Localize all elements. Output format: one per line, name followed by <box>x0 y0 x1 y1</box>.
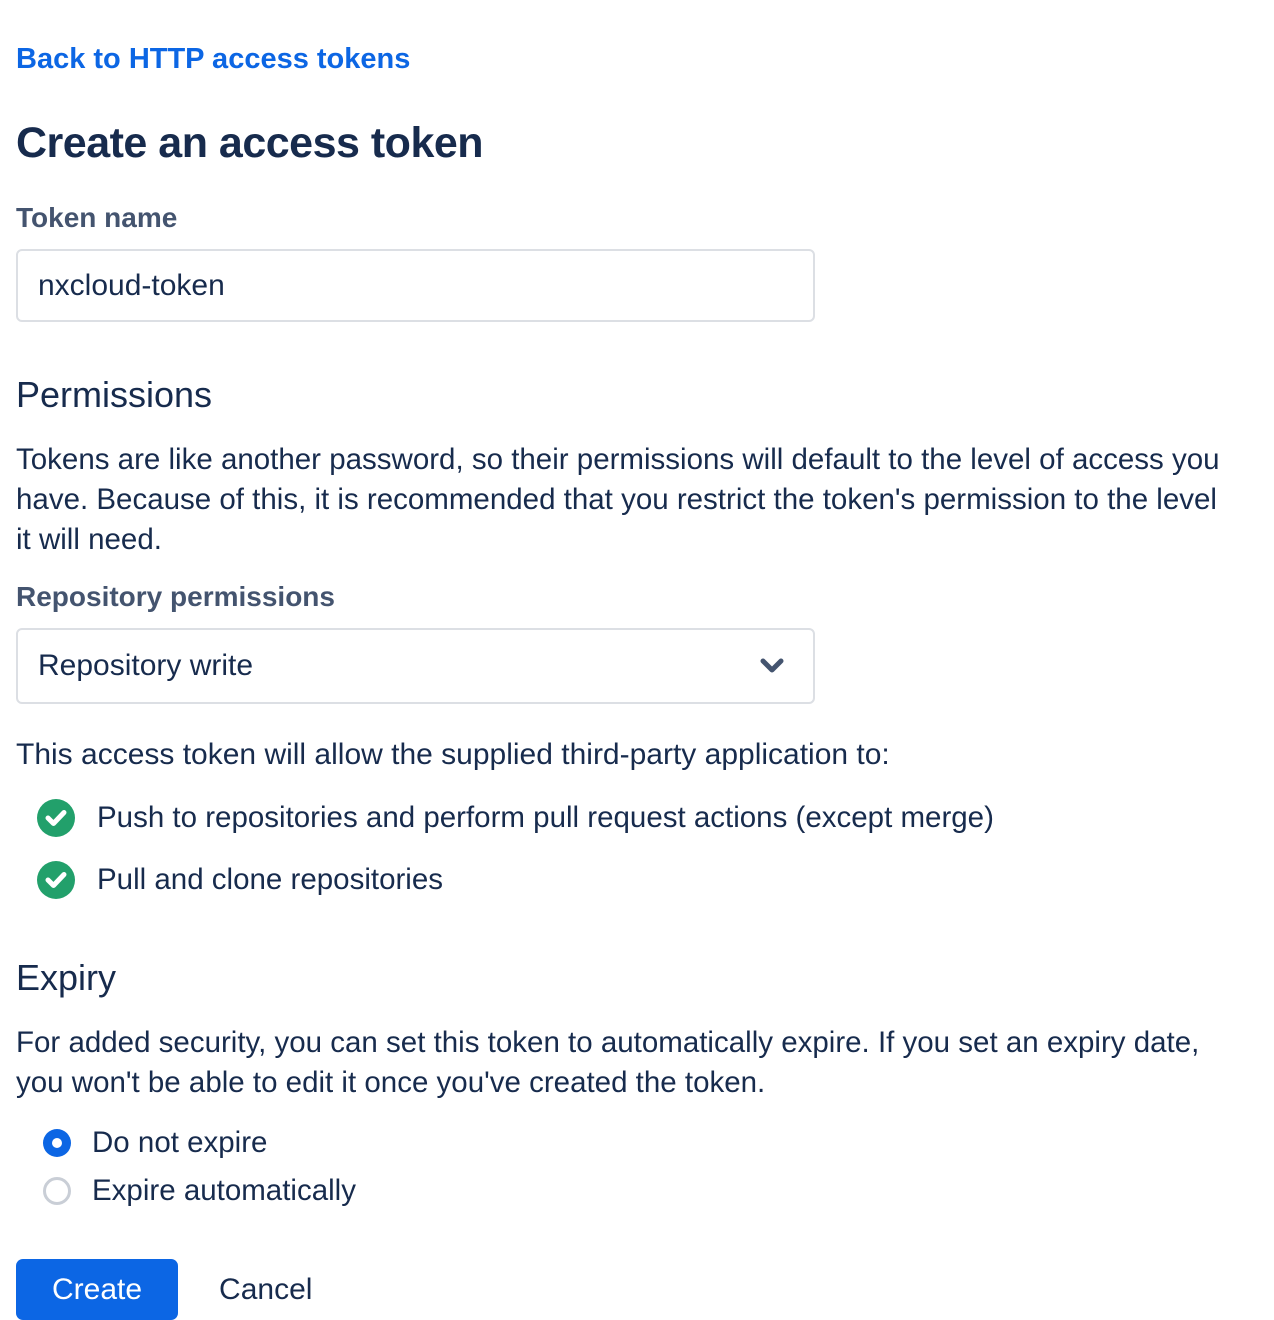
back-link[interactable]: Back to HTTP access tokens <box>16 43 411 75</box>
expiry-description <box>16 1023 1258 1103</box>
permissions-description <box>16 440 1258 560</box>
repository-permissions-selected-value: Repository write <box>38 649 254 682</box>
capability-label: Pull and clone repositories <box>97 863 444 896</box>
expiry-description-line: you won't be able to edit it once you've created the token. <box>16 1066 766 1099</box>
expiry-description-line: For added security, you can set this token to automatically expire. If you set an expiry date, <box>16 1026 1200 1059</box>
repository-permissions-select[interactable] <box>16 628 815 704</box>
radio-option-do-not-expire[interactable] <box>16 1119 1258 1167</box>
capability-item <box>16 861 1258 899</box>
radio-selected-icon[interactable] <box>43 1129 71 1157</box>
check-circle-icon <box>37 799 75 837</box>
token-capabilities-list <box>16 799 1258 899</box>
permissions-description-line: have. Because of this, it is recommended that you restrict the token's permission to the level <box>16 483 1217 516</box>
permissions-heading: Permissions <box>16 374 213 415</box>
radio-option-expire-automatically[interactable] <box>16 1167 1258 1215</box>
expiry-heading: Expiry <box>16 957 117 998</box>
token-name-label: Token name <box>16 202 178 233</box>
permissions-description-line: Tokens are like another password, so their permissions will default to the level of access you <box>16 443 1220 476</box>
expiry-radio-group <box>16 1119 1258 1215</box>
create-button[interactable]: Create <box>16 1259 178 1320</box>
page-title: Create an access token <box>16 119 484 167</box>
cancel-button[interactable]: Cancel <box>219 1259 312 1320</box>
token-capabilities-intro: This access token will allow the supplied third-party application to: <box>16 738 890 771</box>
capability-label: Push to repositories and perform pull request actions (except merge) <box>97 801 994 834</box>
permissions-description-line: it will need. <box>16 523 162 556</box>
form-actions <box>16 1259 1258 1320</box>
chevron-down-icon <box>758 656 786 676</box>
radio-unselected-icon[interactable] <box>43 1177 71 1205</box>
token-name-input[interactable] <box>16 249 815 322</box>
capability-item <box>16 799 1258 837</box>
repository-permissions-label: Repository permissions <box>16 581 335 612</box>
radio-label: Do not expire <box>92 1126 268 1159</box>
radio-label: Expire automatically <box>92 1174 356 1207</box>
check-circle-icon <box>37 861 75 899</box>
